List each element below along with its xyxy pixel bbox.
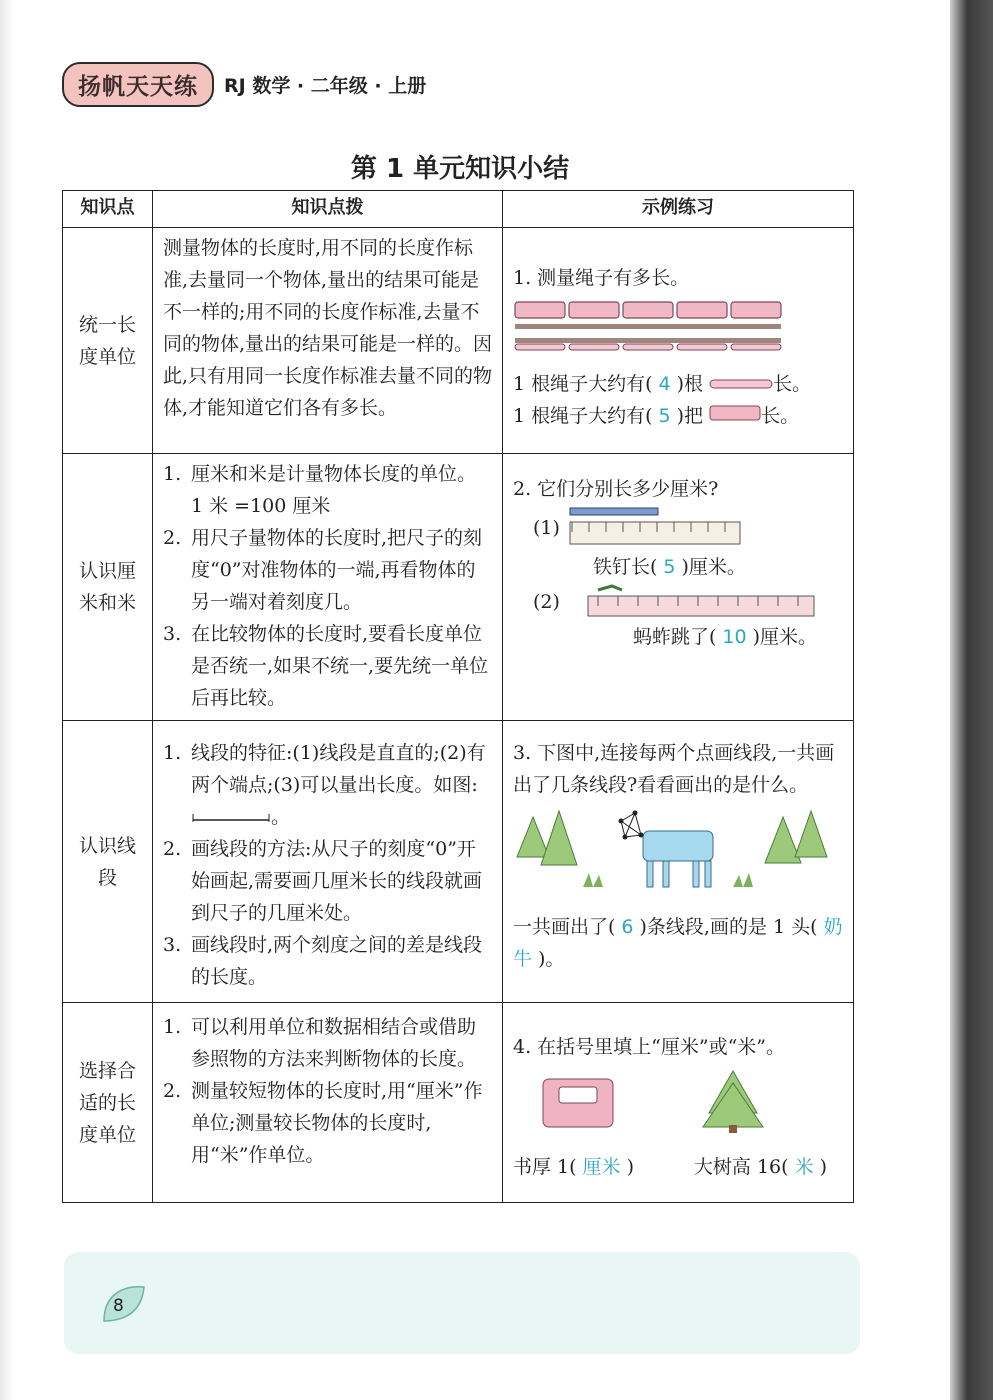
guide-item	[163, 522, 494, 618]
table-header-row	[63, 191, 854, 228]
knowledge-point: 认识线段	[63, 721, 153, 1003]
line-segment-example	[191, 811, 271, 823]
guide-item	[163, 490, 494, 522]
answer-line	[633, 622, 845, 652]
item-text: 测量较短物体的长度时,用“厘米”作单位;测量较长物体的长度时,用“米”作单位。	[191, 1080, 483, 1166]
table-row	[63, 228, 854, 454]
answer-prefix: 大树高 16(	[693, 1156, 789, 1178]
stick-icon	[709, 378, 773, 390]
answer-middle: )条线段,画的是 1 头(	[639, 916, 818, 938]
item-number: 1.	[163, 742, 182, 764]
header-cell: 知识点拨	[153, 191, 503, 228]
knowledge-guide	[153, 1003, 503, 1203]
sub-label: (1)	[533, 517, 560, 539]
knowledge-point: 选择合适的长度单位	[63, 1003, 153, 1203]
guide-item	[163, 737, 494, 833]
guide-item	[163, 618, 494, 714]
answer-prefix: 1 根绳子大约有(	[513, 373, 653, 395]
brand-badge: 扬帆天天练	[62, 62, 214, 107]
answer-value: 奶牛	[513, 916, 843, 970]
answer-prefix: 书厚 1(	[513, 1156, 577, 1178]
summary-table	[62, 190, 854, 1203]
item-text-content: 线段的特征:(1)线段是直直的;(2)有两个端点;(3)可以量出长度。如图:	[191, 742, 486, 796]
item-text: 厘米和米是计量物体长度的单位。	[191, 463, 477, 485]
answer-line	[513, 1151, 845, 1183]
item-number	[163, 490, 191, 522]
book-binding	[950, 0, 993, 1400]
page-title: 第 1 单元知识小结	[350, 154, 570, 184]
answer-value: 5	[658, 405, 671, 427]
grasshopper-figure	[513, 582, 845, 622]
item-number: 2.	[163, 1080, 182, 1102]
item-number: 3.	[163, 623, 182, 645]
guide-item	[163, 929, 494, 993]
answer-value: 厘米	[582, 1156, 621, 1178]
header	[62, 62, 426, 107]
rope-unit-icon	[709, 404, 761, 422]
answer-prefix: 蚂蚱跳了(	[633, 626, 717, 648]
answer-suffix: )	[626, 1156, 634, 1178]
answer-suffix: )根	[676, 373, 704, 395]
item-text: 1 米 =100 厘米	[191, 495, 331, 517]
table-row	[63, 721, 854, 1003]
answer-suffix: )	[819, 1156, 827, 1178]
answer-prefix: 一共画出了(	[513, 916, 616, 938]
book-answer	[513, 1151, 634, 1183]
answer-prefix: 1 根绳子大约有(	[513, 405, 653, 427]
knowledge-guide	[153, 454, 503, 721]
item-number: 1.	[163, 1016, 182, 1038]
nail-ruler-illustration	[568, 504, 768, 552]
subject-label: RJ 数学 · 二年级 · 上册	[224, 75, 427, 97]
item-text: 用尺子量物体的长度时,把尺子的刻度“0”对准物体的一端,再看物体的另一端对着刻度几。	[191, 527, 483, 613]
question-text: 2. 它们分别长多少厘米?	[513, 478, 719, 500]
item-number: 1.	[163, 463, 182, 485]
guide-item	[163, 458, 494, 490]
guide-text: 测量物体的长度时,用不同的长度作标准,去量同一个物体,量出的结果可能是不一样的;用不同的长度作标准,去量不同的物体,量出的结果可能是一样的。因此,只有用同一长度作标准去量不同的物体,才能知道它们各有多长。	[163, 237, 493, 419]
item-number: 2.	[163, 838, 182, 860]
guide-item	[163, 1075, 494, 1171]
tree-answer	[694, 1151, 827, 1183]
grasshopper-ruler-illustration	[568, 582, 818, 622]
question-text: 1. 测量绳子有多长。	[513, 267, 690, 289]
rope-illustration	[513, 300, 793, 352]
answer-line	[513, 400, 845, 432]
answer-suffix: )。	[538, 948, 565, 970]
answer-suffix: )把	[676, 405, 704, 427]
answer-end: 长。	[761, 405, 800, 427]
item-text: 画线段的方法:从尺子的刻度“0”开始画起,需要画几厘米长的线段就画到尺子的几厘米处。	[191, 838, 483, 924]
answer-value: 6	[621, 916, 634, 938]
sub-label: (2)	[533, 591, 560, 613]
header-cell: 示例练习	[503, 191, 854, 228]
knowledge-point: 统一长度单位	[63, 228, 153, 454]
answer-suffix: )厘米。	[752, 626, 818, 648]
item-number: 2.	[163, 527, 182, 549]
answer-suffix: )厘米。	[681, 556, 746, 578]
example-cell	[503, 1003, 854, 1203]
example-cell	[503, 228, 854, 454]
question-text: 4. 在括号里填上“厘米”或“米”。	[513, 1036, 786, 1058]
knowledge-guide	[153, 721, 503, 1003]
item-text: 在比较物体的长度时,要看长度单位是否统一,如果不统一,要先统一单位后再比较。	[191, 623, 489, 709]
guide-item	[163, 833, 494, 929]
question-text: 3. 下图中,连接每两个点画线段,一共画出了几条线段?看看画出的是什么。	[513, 742, 835, 796]
item-text: 画线段时,两个刻度之间的差是线段的长度。	[191, 934, 483, 988]
header-cell: 知识点	[63, 191, 153, 228]
page-edge	[0, 0, 14, 1400]
answer-line	[513, 368, 845, 400]
item-number: 3.	[163, 934, 182, 956]
knowledge-guide	[153, 228, 503, 454]
guide-item	[163, 1011, 494, 1075]
item-text: 线段的特征:(1)线段是直直的;(2)有两个端点;(3)可以量出长度。如图:。	[191, 742, 486, 828]
answer-end: 长。	[773, 373, 812, 395]
book-tree-illustration	[513, 1069, 813, 1135]
table-row	[63, 454, 854, 721]
answer-prefix: 铁钉长(	[593, 556, 658, 578]
answer-line	[593, 552, 845, 582]
table-row	[63, 1003, 854, 1203]
example-cell	[503, 721, 854, 1003]
trees-cow-illustration	[513, 807, 833, 895]
answer-value: 10	[722, 626, 747, 648]
nail-figure	[513, 504, 845, 552]
answer-value: 5	[663, 556, 676, 578]
answer-line	[513, 911, 845, 975]
footer-panel	[64, 1252, 860, 1354]
page-number: 8	[113, 1296, 124, 1316]
example-cell	[503, 454, 854, 721]
answer-value: 米	[794, 1156, 814, 1178]
knowledge-point: 认识厘米和米	[63, 454, 153, 721]
answer-value: 4	[658, 373, 671, 395]
item-text: 可以利用单位和数据相结合或借助参照物的方法来判断物体的长度。	[191, 1016, 477, 1070]
